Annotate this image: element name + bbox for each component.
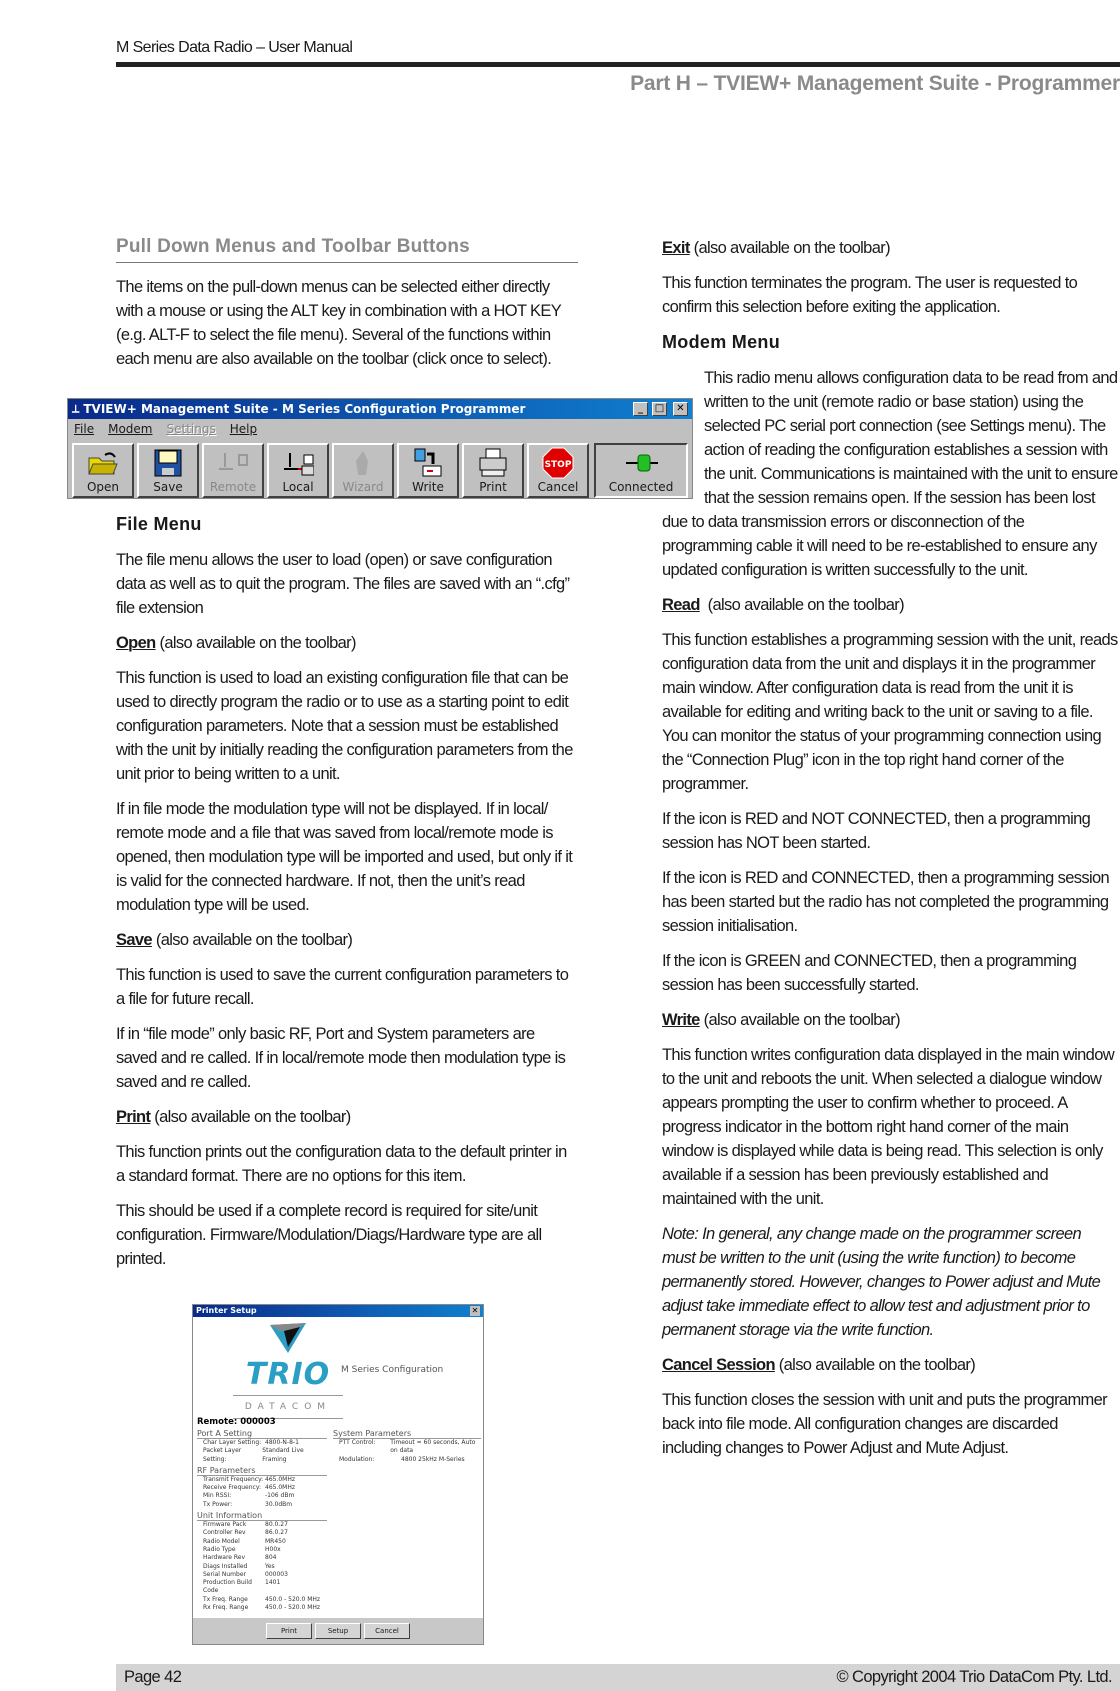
right-column (662, 236, 1118, 1471)
write-button[interactable]: Write (397, 443, 459, 498)
trio-logo: TRIO DATACOM (233, 1321, 343, 1419)
row-key: Firmware Pack (203, 1521, 247, 1529)
remote-radio-icon (216, 448, 250, 478)
save-item: Save (also available on the toolbar) (116, 931, 353, 949)
left-column (116, 512, 578, 1282)
file-menu-heading: File Menu (116, 514, 202, 534)
window-titlebar (68, 399, 692, 419)
row-value: 450.0 - 520.0 MHz (265, 1604, 321, 1612)
row-key: Production Build Code (203, 1579, 252, 1595)
read-paragraph-1: This function establishes a programming session with the unit, reads configuration data from the unit and displays it in the programmer main window. After configuration data is read from the unit it is available for editing and writing back to the unit or saving to a file. You can monitor the status of your programming connection using the “Connection Plug” icon in the top right hand corner of the programmer. (662, 631, 1118, 793)
file-menu-paragraph: The file menu allows the user to load (open) or save configuration data as well as to quit the program. The files are saved with an “.cfg” file extension (116, 551, 570, 617)
row-key: Diags Installed (203, 1562, 248, 1570)
row-value: 804 (265, 1554, 277, 1562)
folder-open-icon (86, 448, 120, 478)
row-key: PTT Control: (339, 1439, 376, 1446)
printer-row (197, 1538, 327, 1546)
write-item: Write (also available on the toolbar) (662, 1011, 900, 1029)
read-paragraph-4: If the icon is GREEN and CONNECTED, then a programming session has been successfully started. (662, 952, 1077, 994)
row-key: Modulation: (339, 1455, 375, 1463)
cancel-session-paragraph: This function closes the session with unit and puts the programmer back into file mode. All configuration changes are discarded including changes to Power Adjust and Mute Adjust. (662, 1391, 1108, 1457)
modem-paragraph: This radio menu allows configuration data to be read from and written to the unit (remote radio or base station) using the selected PC serial port connection (see Settings menu). The action of reading the configuration establishes a session with the unit. Communications is maintained with the unit to ensure that the session remains open. If the session has been lost due to data transmission errors or disconnection of the programming cable it will need to be re-established to ensure any updated configuration is written successfully to the unit. (662, 369, 1118, 579)
header-rule (116, 62, 1120, 67)
row-key: Tx Power: (203, 1500, 233, 1508)
printer-row (197, 1604, 327, 1612)
modem-menu-heading: Modem Menu (662, 332, 780, 352)
printer-row (197, 1476, 327, 1484)
row-value: 000003 (265, 1570, 288, 1578)
printer-setup-titlebar: Printer Setup ✕ (193, 1305, 483, 1317)
floppy-disk-icon (151, 448, 185, 478)
running-header: M Series Data Radio – User Manual (116, 39, 353, 56)
print-item: Print (also available on the toolbar) (116, 1108, 351, 1126)
read-paragraph-3: If the icon is RED and CONNECTED, then a programming session has been started but the radio has not completed the programming session initialisation. (662, 869, 1110, 935)
wizard-icon (346, 448, 380, 478)
note-paragraph: Note: In general, any change made on the programmer screen must be written to the unit (using the write function) to become permanently stored. However, changes to Power adjust and Mute adjust take immediate effect to allow test and adjustment prior to permanent storage via the write function. (662, 1225, 1101, 1339)
row-key: Packet Layer Setting: (203, 1447, 242, 1463)
cancel-button[interactable]: STOP Cancel (527, 443, 589, 498)
intro-paragraph: The items on the pull-down menus can be selected either directly with a mouse or using the ALT key in combination with a HOT KEY (e.g. ALT-F to select the file menu). Several of the functions within each menu are also available on the toolbar (click once to select). (116, 278, 561, 368)
print-label: Print (116, 1108, 151, 1126)
local-button[interactable]: Local (267, 443, 329, 498)
save-paragraph-2: If in “file mode” only basic RF, Port and System parameters are saved and re called. If in local/remote mode then modulation type is saved and re called. (116, 1025, 566, 1091)
read-paragraph-2: If the icon is RED and NOT CONNECTED, then a programming session has NOT been started. (662, 810, 1091, 852)
cancel-dialog-button[interactable]: Cancel (364, 1623, 410, 1639)
row-value: Timeout = 60 seconds, Auto on data (390, 1439, 476, 1455)
row-value: 86.0.27 (265, 1529, 288, 1537)
row-key: Min RSSI: (203, 1492, 232, 1500)
write-paragraph: This function writes configuration data displayed in the main window to the unit and reboots the unit. When selected a dialogue window appears prompting the user to confirm whether to proceed. A progress indicator in the bottom right hand corner of the main window is displayed while data is being read. This selection is only available if a session has been previously established and maintained with the unit. (662, 1046, 1114, 1208)
cancel-session-item: Cancel Session (also available on the toolbar) (662, 1356, 976, 1374)
row-key: Rx Freq. Range (203, 1604, 249, 1612)
open-paragraph-1: This function is used to load an existing configuration file that can be used to directly program the radio or to use as a starting point to edit configuration parameters. Note that a session must be established with the unit by initially reading the configuration parameters from the unit prior to being written to a unit. (116, 669, 573, 783)
save-button[interactable]: Save (137, 443, 199, 498)
row-value: 450.0 - 520.0 MHz (265, 1595, 321, 1603)
printer-row (197, 1521, 327, 1529)
trio-logo-mark-icon (268, 1321, 308, 1355)
printer-icon (476, 448, 510, 478)
print-paragraph-1: This function prints out the configuration data to the default printer in a standard format. There are no options for this item. (116, 1143, 567, 1185)
svg-text:STOP: STOP (544, 460, 572, 470)
row-value: -106 dBm (265, 1492, 295, 1500)
local-radio-icon (281, 448, 315, 478)
printer-row (333, 1439, 481, 1456)
save-paragraph-1: This function is used to save the current configuration parameters to a file for future recall. (116, 966, 569, 1008)
row-value: Yes (265, 1562, 275, 1570)
printer-group-title: RF Parameters (197, 1466, 327, 1476)
row-key: Receive Frequency: (203, 1484, 261, 1492)
row-key: Radio Model (203, 1537, 240, 1545)
row-value: 4800 25kHz M-Series (401, 1455, 465, 1463)
print-button[interactable]: Print (462, 443, 524, 498)
close-icon[interactable]: ✕ (673, 402, 688, 416)
connection-status[interactable]: Connected (594, 443, 688, 498)
section-title: Pull Down Menus and Toolbar Buttons (116, 236, 578, 263)
connection-plug-icon (624, 448, 658, 478)
menu-file[interactable]: File (74, 422, 95, 436)
open-label: Open (116, 634, 156, 652)
printer-row (197, 1596, 327, 1604)
printer-row (197, 1546, 327, 1554)
printer-row (197, 1554, 327, 1562)
programmer-window-screenshot (67, 398, 693, 499)
row-value: 1401 (265, 1579, 281, 1587)
menu-help[interactable]: Help (229, 422, 258, 436)
printer-row (197, 1439, 327, 1447)
printer-row (333, 1456, 481, 1464)
stop-sign-icon (541, 448, 575, 478)
maximize-icon[interactable]: □ (652, 402, 667, 416)
printer-row (197, 1563, 327, 1571)
write-icon (411, 448, 445, 478)
open-paragraph-2: If in file mode the modulation type will not be displayed. If in local/ remote mode and a file that was saved from local/remote mode is opened, then modulation type will be imported and used, but only if it is valid for the connected hardware. If not, then the unit’s read modulation type will be used. (116, 800, 573, 914)
read-label: Read (662, 596, 700, 614)
print-dialog-button[interactable]: Print (266, 1623, 312, 1639)
printer-setup-screenshot (192, 1304, 484, 1645)
page-footer (116, 1664, 1120, 1691)
row-key: Controller Rev (203, 1529, 246, 1537)
row-value: 30.0dBm (265, 1500, 293, 1508)
read-item: Read (also available on the toolbar) (662, 596, 904, 614)
row-key: Radio Type (203, 1545, 236, 1553)
window-title: TVIEW+ Management Suite - M Series Configuration Programmer (83, 402, 526, 416)
setup-dialog-button[interactable]: Setup (315, 1623, 361, 1639)
save-label: Save (116, 931, 152, 949)
printer-heading: M Series Configuration (341, 1365, 444, 1375)
page-number: Page 42 (124, 1668, 182, 1686)
menu-bar (68, 419, 692, 441)
printer-preview: Remote: 000003 Port A Setting Char Layer Setting: 4800-N-8-1 Packet Layer Setting: Standard Live Framing RF Parameters Transmit Frequency: 465.0MHz Receive Frequency: 465.0MHz Min RSSI: -106 dBm Tx Power: 30.0dBm Unit Information Firmware Pack 80.0.27 Controller Rev 86.0.27 Radio Model MR450 Radio Type H00x Hardware Rev 804 Diags Installed Yes Serial Number 000003 Production Build Code 1401 Tx Freq. Range 450.0 - 520.0 MHz Rx Freq. Range 450.0 - 520.0 MHz System Parameters PTT Control: Timeout = 60 seconds, Auto on data Modulation: 4800 25kHz M-Series (197, 1417, 481, 1612)
row-value: Standard Live Framing (262, 1447, 304, 1463)
remote-button[interactable]: Remote (202, 443, 264, 498)
printer-group-title: Unit Information (197, 1511, 327, 1521)
cancel-session-label: Cancel Session (662, 1356, 775, 1374)
exit-item: Exit (also available on the toolbar) (662, 239, 890, 257)
printer-left-groups (197, 1427, 327, 1612)
printer-row (197, 1529, 327, 1537)
printer-row (197, 1484, 327, 1492)
write-label: Write (662, 1011, 700, 1029)
close-icon[interactable]: ✕ (471, 1306, 479, 1315)
row-key: Transmit Frequency: (203, 1475, 264, 1483)
row-key: Char Layer Setting: (203, 1439, 262, 1446)
toolbar (68, 441, 692, 500)
printer-buttons (193, 1618, 483, 1644)
row-key: Hardware Rev (203, 1554, 246, 1562)
exit-label: Exit (662, 239, 690, 257)
row-value: 80.0.27 (265, 1521, 288, 1529)
minimize-icon[interactable]: _ (633, 402, 648, 416)
part-title: Part H – TVIEW+ Management Suite - Programmer (630, 72, 1120, 95)
row-value: H00x (265, 1545, 281, 1553)
printer-group-title: System Parameters (333, 1429, 481, 1439)
printer-row (197, 1501, 327, 1509)
open-item: Open (also available on the toolbar) (116, 634, 356, 652)
row-key: Tx Freq. Range (203, 1595, 248, 1603)
menu-modem[interactable]: Modem (108, 422, 153, 436)
printer-row (197, 1492, 327, 1500)
printer-row (197, 1447, 327, 1464)
row-value: 4800-N-8-1 (265, 1439, 299, 1446)
app-icon: ⟂ (72, 402, 80, 415)
left-column-top (116, 236, 578, 382)
copyright: © Copyright 2004 Trio DataCom Pty. Ltd. (836, 1668, 1112, 1686)
row-value: 465.0MHz (265, 1484, 296, 1492)
print-paragraph-2: This should be used if a complete record is required for site/unit configuration. Firmware/Modulation/Diags/Hardware type are all printed. (116, 1202, 542, 1268)
printer-row (197, 1579, 327, 1596)
printer-right-groups (333, 1427, 481, 1612)
menu-settings[interactable]: Settings (166, 422, 216, 436)
row-value: MR450 (265, 1537, 286, 1545)
row-value: 465.0MHz (265, 1475, 296, 1483)
open-button[interactable]: Open (72, 443, 134, 498)
printer-row (197, 1571, 327, 1579)
row-key: Serial Number (203, 1570, 246, 1578)
exit-paragraph: This function terminates the program. The user is requested to confirm this selection before exiting the application. (662, 274, 1078, 316)
printer-group-title: Port A Setting (197, 1429, 327, 1439)
wizard-button[interactable]: Wizard (332, 443, 394, 498)
